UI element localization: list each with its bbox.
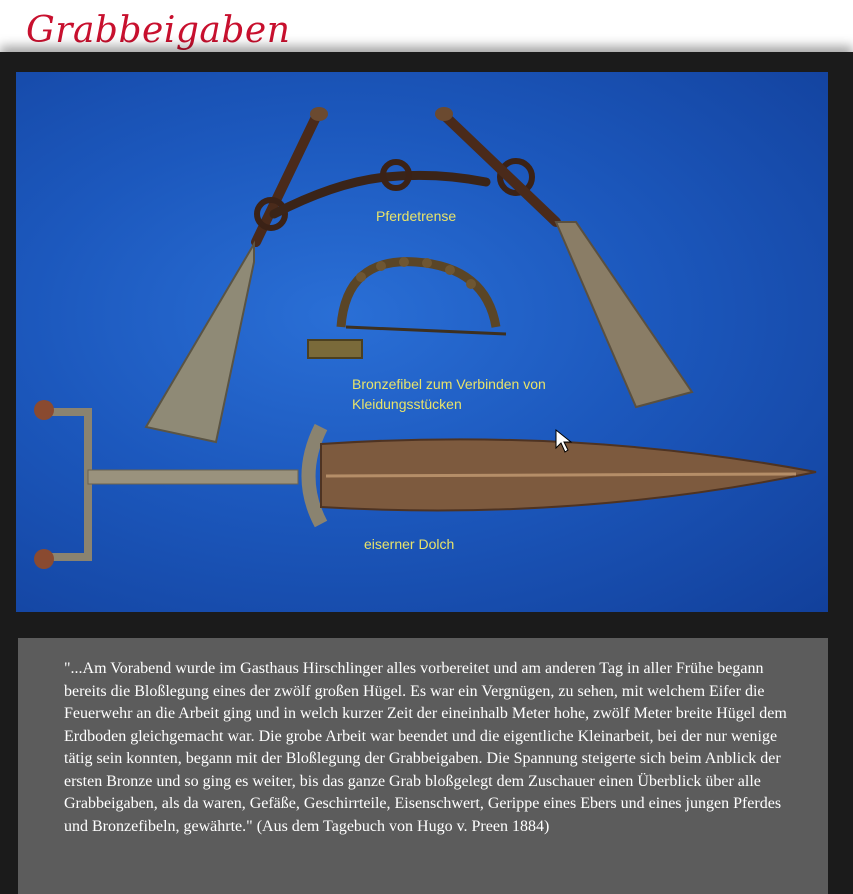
bronze-fibula: [308, 257, 506, 358]
caption-horse-bit: Pferdetrense: [376, 208, 457, 224]
artifact-photo: [16, 72, 828, 612]
diary-quote: "...Am Vorabend wurde im Gasthaus Hirschlinger alles vorbereitet und am anderen Tag in aller Frühe begann bereits die Bloßlegung eines der zwölf großen Hügel. Es war ein Vergnügen, zu sehen, mit welchem Eifer die Feuerwehr an die Arbeit ging und in welch kurzer Zeit der eineinhalb Meter hohe, zwölf Meter breite Hügel dem Erdboden gleichgemacht war. Die grobe Arbeit war beendet und die eigentliche Kleinarbeit, bei der nur wenige tätig sein konnten, begann mit der Bloßlegung der Grabbeigaben. Die Spannung steigerte sich beim Anblick der ersten Bronze und so ging es weiter, bis das ganze Grab bloßgelegt dem Zuschauer einen Überblick über alle Grabbeigaben, als da waren, Gefäße, Geschirrteile, Eisenschwert, Gerippe eines Ebers und eines jungen Pferdes und Bronzefibeln, gewährte." (Aus dem Tagebuch von Hugo v. Preen 1884): [64, 660, 787, 835]
quote-panel: [18, 638, 828, 894]
caption-bronze-fibula: Bronzefibel zum Verbinden von Kleidungsstücken: [352, 376, 546, 412]
artifact-illustration: [16, 72, 828, 612]
caption-iron-dagger: eiserner Dolch: [364, 536, 455, 552]
page-title: Grabbeigaben: [26, 10, 291, 51]
